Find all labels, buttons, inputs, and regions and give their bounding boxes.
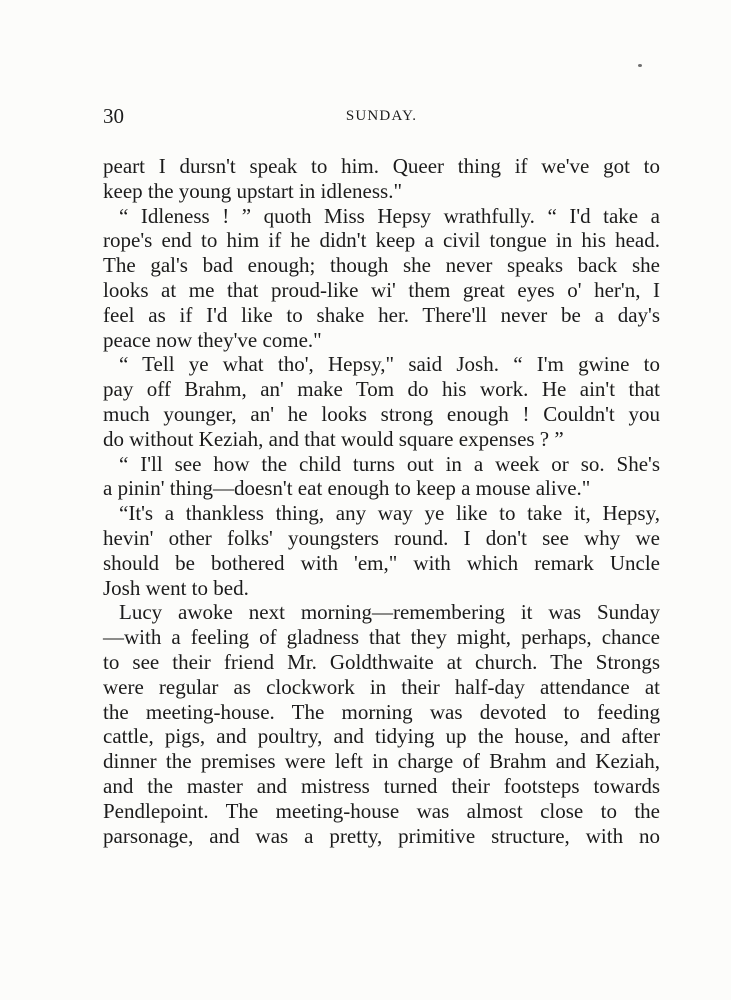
text-line: feel as if I'd like to shake her. There'll never be a day's (103, 302, 660, 327)
page-number: 30 (103, 104, 124, 128)
body-text (103, 154, 660, 848)
text-line: a pinin' thing—doesn't eat enough to keep a mouse alive." (103, 476, 591, 501)
text-line: were regular as clockwork in their half-day attendance at (103, 674, 660, 699)
text-line: to see their friend Mr. Goldthwaite at church. The Strongs (103, 649, 660, 674)
text-line: rope's end to him if he didn't keep a civil tongue in his head. (103, 228, 660, 253)
text-line: Josh went to bed. (103, 575, 249, 600)
text-line: Lucy awoke next morning—remembering it was Sunday (119, 600, 660, 625)
text-line: and the master and mistress turned their footsteps towards (103, 773, 660, 798)
text-line: do without Keziah, and that would square expenses ? ” (103, 426, 564, 451)
ink-speck (638, 64, 642, 67)
text-line: peart I dursn't speak to him. Queer thing if we've got to (103, 154, 660, 178)
text-line: —with a feeling of gladness that they might, perhaps, chance (103, 625, 660, 650)
text-line: much younger, an' he looks strong enough ! Couldn't you (103, 401, 660, 426)
text-line: looks at me that proud-like wi' them great eyes o' her'n, I (103, 277, 660, 302)
text-line: dinner the premises were left in charge of Brahm and Keziah, (103, 749, 660, 774)
text-line: pay off Brahm, an' make Tom do his work. He ain't that (103, 377, 660, 402)
text-line: “ I'll see how the child turns out in a week or so. She's (119, 451, 660, 476)
text-line: The gal's bad enough; though she never speaks back she (103, 253, 660, 278)
text-line: parsonage, and was a pretty, primitive structure, with no (103, 823, 660, 848)
running-head: SUNDAY. (345, 108, 418, 124)
text-line: the meeting-house. The morning was devoted to feeding (103, 699, 660, 724)
text-line: “ Tell ye what tho', Hepsy," said Josh. “ I'm gwine to (119, 352, 660, 377)
text-line: should be bothered with 'em," with which remark Uncle (103, 550, 660, 575)
text-line: keep the young upstart in idleness." (103, 178, 403, 203)
text-line: hevin' other folks' youngsters round. I don't see why we (103, 525, 660, 550)
text-line: “ Idleness ! ” quoth Miss Hepsy wrathfully. “ I'd take a (119, 203, 660, 228)
text-line: cattle, pigs, and poultry, and tidying up the house, and after (103, 724, 660, 749)
text-line: Pendlepoint. The meeting-house was almost close to the (103, 798, 660, 823)
text-line: peace now they've come." (103, 327, 322, 352)
text-line: “It's a thankless thing, any way ye like to take it, Hepsy, (119, 501, 660, 526)
page-header (103, 104, 660, 128)
